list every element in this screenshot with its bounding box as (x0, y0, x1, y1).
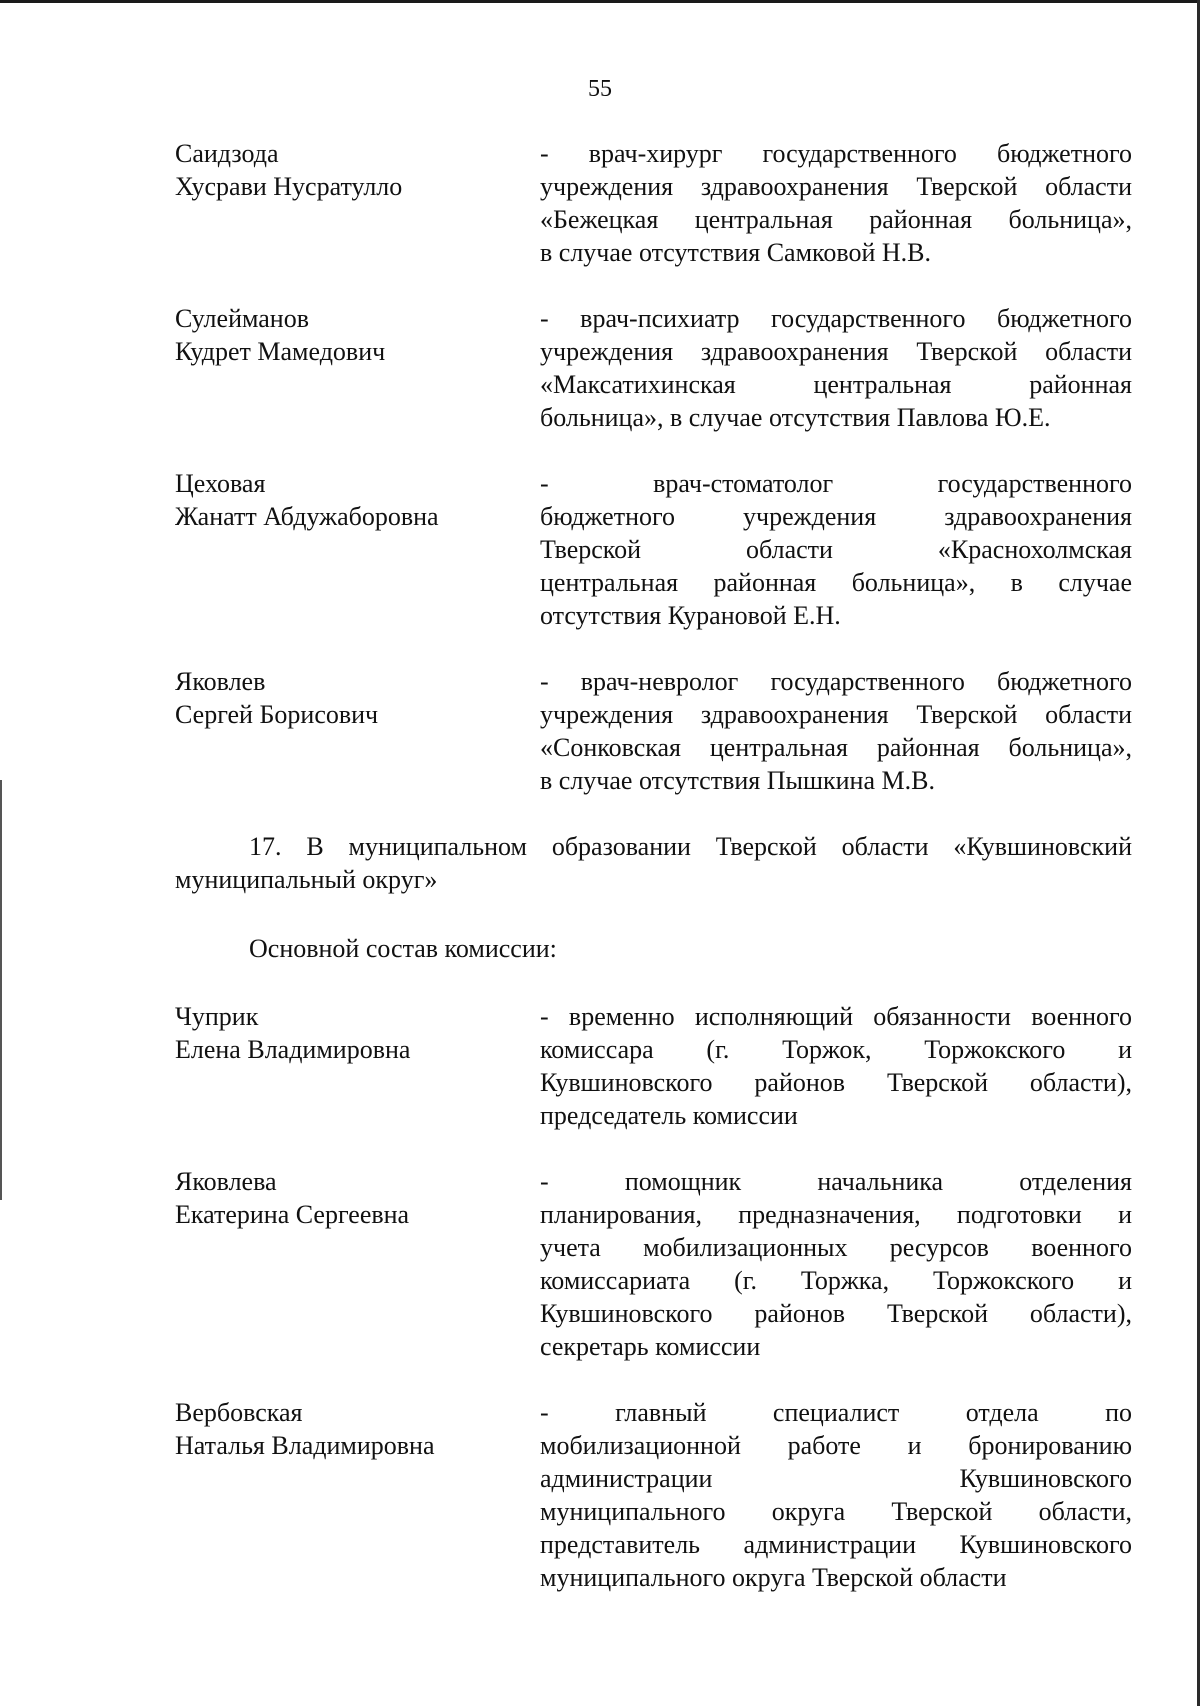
position-line: представитель администрации Кувшиновского (540, 1530, 1132, 1559)
member-given-name: Жанатт Абдужаборовна (175, 502, 439, 531)
position-line: больница», в случае отсутствия Павлова Ю.Е. (540, 403, 1051, 432)
position-line: - врач-психиатр государственного бюджетного (540, 304, 1132, 333)
member-given-name: Хусрави Нусратулло (175, 172, 403, 201)
commission-member (175, 1000, 1132, 1132)
position-line: комиссара (г. Торжок, Торжокского и (540, 1035, 1132, 1064)
member-given-name: Елена Владимировна (175, 1035, 411, 1064)
member-position (540, 665, 1132, 797)
member-surname: Чуприк (175, 1002, 259, 1031)
member-position (540, 302, 1132, 434)
position-line: муниципального округа Тверской области (540, 1563, 1007, 1592)
member-name (175, 137, 540, 203)
member-given-name: Екатерина Сергеевна (175, 1200, 410, 1229)
member-surname: Сулейманов (175, 304, 309, 333)
position-line: секретарь комиссии (540, 1332, 761, 1361)
position-line: отсутствия Курановой Е.Н. (540, 601, 841, 630)
member-given-name: Сергей Борисович (175, 700, 379, 729)
position-line: в случае отсутствия Самковой Н.В. (540, 238, 931, 267)
commission-member (175, 302, 1132, 434)
position-line: в случае отсутствия Пышкина М.В. (540, 766, 935, 795)
section-heading-line: муниципальный округ» (175, 865, 438, 894)
member-name (175, 665, 540, 731)
position-line: планирования, предназначения, подготовки и (540, 1200, 1132, 1229)
member-name (175, 467, 540, 533)
member-surname: Вербовская (175, 1398, 303, 1427)
position-line: - врач-стоматолог государственного (540, 469, 1132, 498)
commission-member (175, 665, 1132, 797)
member-position (540, 1396, 1132, 1594)
position-line: Кувшиновского районов Тверской области), (540, 1068, 1132, 1097)
member-surname: Яковлева (175, 1167, 277, 1196)
position-line: бюджетного учреждения здравоохранения (540, 502, 1132, 531)
member-name (175, 302, 540, 368)
member-name (175, 1396, 540, 1462)
position-line: - врач-хирург государственного бюджетного (540, 139, 1132, 168)
position-line: центральная районная больница», в случае (540, 568, 1132, 597)
member-position (540, 137, 1132, 269)
member-position (540, 1000, 1132, 1132)
member-name (175, 1165, 540, 1231)
member-given-name: Кудрет Мамедович (175, 337, 386, 366)
member-surname: Саидзода (175, 139, 279, 168)
position-line: мобилизационной работе и бронированию (540, 1431, 1132, 1460)
member-surname: Яковлев (175, 667, 266, 696)
member-position (540, 467, 1132, 632)
commission-member (175, 1165, 1132, 1363)
commission-member (175, 1396, 1132, 1594)
position-line: учета мобилизационных ресурсов военного (540, 1233, 1132, 1262)
position-line: учреждения здравоохранения Тверской области (540, 172, 1132, 201)
member-given-name: Наталья Владимировна (175, 1431, 435, 1460)
position-line: Кувшиновского районов Тверской области), (540, 1299, 1132, 1328)
position-line: - главный специалист отдела по (540, 1398, 1132, 1427)
member-position (540, 1165, 1132, 1363)
position-line: администрации Кувшиновского (540, 1464, 1132, 1493)
scan-edge-top (0, 0, 1200, 3)
commission-member (175, 467, 1132, 632)
position-line: - временно исполняющий обязанности военного (540, 1002, 1132, 1031)
member-surname: Цеховая (175, 469, 266, 498)
section-heading-line: 17. В муниципальном образовании Тверской области «Кувшиновский (249, 832, 1132, 861)
position-line: - врач-невролог государственного бюджетного (540, 667, 1132, 696)
position-line: «Бежецкая центральная районная больница», (540, 205, 1132, 234)
position-line: комиссариата (г. Торжка, Торжокского и (540, 1266, 1132, 1295)
position-line: учреждения здравоохранения Тверской области (540, 337, 1132, 366)
position-line: - помощник начальника отделения (540, 1167, 1132, 1196)
position-line: «Максатихинская центральная районная (540, 370, 1132, 399)
position-line: Тверской области «Краснохолмская (540, 535, 1132, 564)
scan-edge-left (0, 780, 2, 1200)
position-line: «Сонковская центральная районная больница», (540, 733, 1132, 762)
section-heading (175, 830, 1132, 896)
page-number: 55 (588, 76, 612, 102)
position-line: председатель комиссии (540, 1101, 798, 1130)
member-name (175, 1000, 540, 1066)
document-body (175, 137, 1132, 1594)
commission-subheading: Основной состав комиссии: (249, 934, 557, 963)
position-line: муниципального округа Тверской области, (540, 1497, 1132, 1526)
position-line: учреждения здравоохранения Тверской области (540, 700, 1132, 729)
commission-member (175, 137, 1132, 269)
